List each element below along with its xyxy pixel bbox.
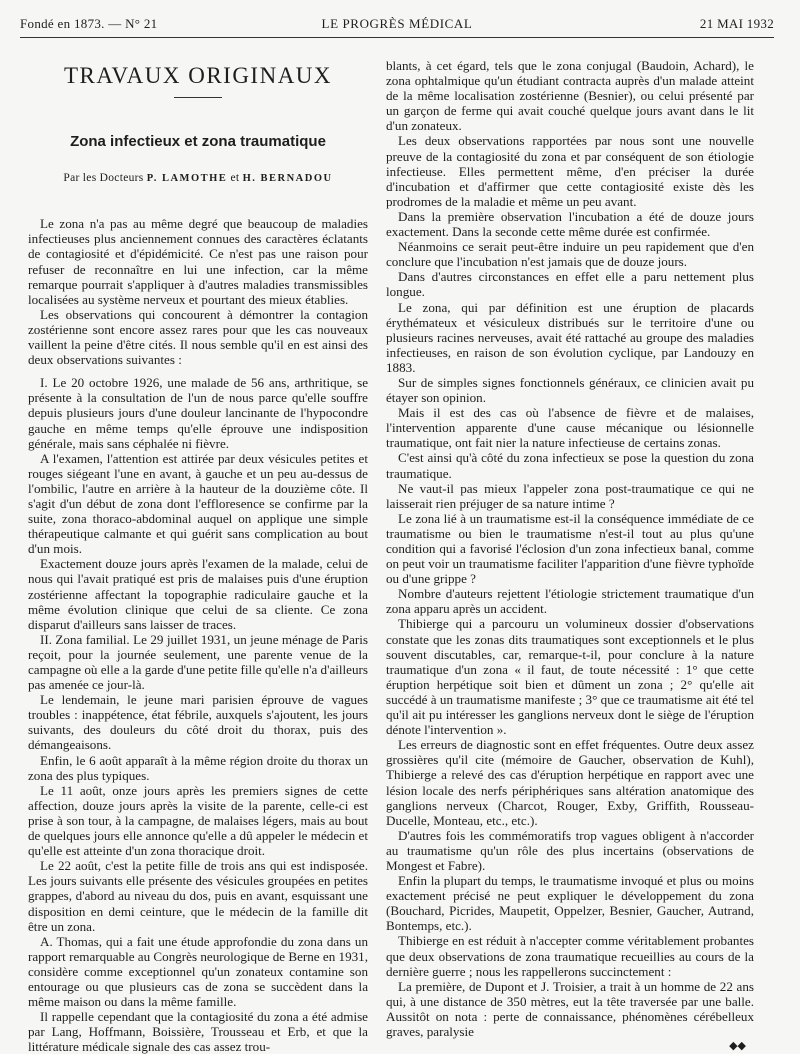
paragraph: Néanmoins ce serait peut-être induire un peu rapidement que d'en conclure que l'incubation n'est jamais que de douze jours. [386, 239, 754, 270]
paragraph: Mais il est des cas où l'absence de fièvre et de malaises, l'intervention apparente d'une cause mécanique ou lésionnelle traumatique, ont fait nier la nature infectieuse de certains zonas. [386, 405, 754, 451]
journal-name: LE PROGRÈS MÉDICAL [321, 16, 473, 31]
authors-conjunction: et [230, 172, 240, 185]
paragraph: Exactement douze jours après l'examen de la malade, celui de nous qui l'avait pratiqué est pris de malaises puis d'une éruption zostérienne affectant la topographie radiculaire gauche et la même évolution clinique que celui de sa cliente. Ce zona disparut d'ailleurs sans laisser de traces. [28, 556, 368, 632]
paragraph: I. Le 20 octobre 1926, une malade de 56 ans, arthritique, se présente à la consultation de l'un de nous parce qu'elle souffre depuis plusieurs jours d'une douleur lancinante de l'hypocondre gauche en même temps qu'elle éprouve une indisposition générale, mais sans céphalée ni fièvre. [28, 375, 368, 451]
paragraph: Les deux observations rapportées par nous sont une nouvelle preuve de la contagiosité du zona et par conséquent de son étiologie infectieuse. Elles permettent même, d'en préciser la durée d'incubation et d'affirmer que cette contagiosité existe dès les prodromes de la maladie et même un peu avant. [386, 133, 754, 209]
author-lamothe: P. LAMOTHE [146, 173, 228, 185]
left-column [28, 46, 368, 1054]
paragraph: Sur de simples signes fonctionnels généraux, ce clinicien avait pu étayer son opinion. [386, 374, 754, 406]
founded-issue: Fondé en 1873. — N° 21 [20, 16, 158, 31]
author-bernadou: H. BERNADOU [242, 173, 333, 185]
paragraph: Le zona, qui par définition est une éruption de placards érythémateux et vésiculeux distribués sur le territoire d'une ou plusieurs racines nerveuses, avait été rattaché au groupe des maladies infectieuses, en raison de son évolution cyclique, par Landouzy en 1883. [386, 299, 754, 375]
paragraph: Le 22 août, c'est la petite fille de trois ans qui est indisposée. Les jours suivants elle présente des vésicules groupées en petites grappes, d'abord au niveau du dos, puis en avant, esquissant une disposition en demi ceinture, que le médecin de la famille dit être un zona. [28, 858, 368, 934]
paragraph: La première, de Dupont et J. Troisier, a trait à un homme de 22 ans qui, à une distance de 350 mètres, eut la tête traversée par une balle. Aussitôt on nota : perte de connaissance, phénomènes cérébelleux graves, paralysie [386, 978, 754, 1039]
paragraph: D'autres fois les commémoratifs trop vagues obligent à n'accorder au traumatisme qu'un rôle des plus incertains (observations de Mongest et Fabre). [386, 827, 754, 873]
section-title: TRAVAUX ORIGINAUX [63, 63, 333, 88]
authors-line [28, 171, 368, 186]
paragraph: Ne vaut-il pas mieux l'appeler zona post-traumatique ce qui ne laisserait rien préjuger de sa nature intime ? [386, 480, 754, 511]
paragraph: Enfin, le 6 août apparaît à la même région droite du thorax un zona des plus typiques. [28, 752, 368, 783]
continuation-mark: ◆◆ [729, 1040, 746, 1053]
article-title: Zona infectieux et zona traumatique [70, 133, 326, 151]
paragraph: II. Zona familial. Le 29 juillet 1931, un jeune ménage de Paris reçoit, pour la journée seulement, une parente venue de la campagne où elle a la garde d'une petite fille qu'elle n'a d'ailleurs pas amenée ce jour-là. [28, 631, 368, 693]
header-rule [20, 37, 774, 38]
title-rule [174, 97, 222, 98]
paragraph: Thibierge en est réduit à n'accepter comme véritablement probantes que deux observations de zona traumatique recueillies au cours de la dernière guerre ; nous les rappellerons succinctement : [386, 933, 754, 979]
paragraph: Les observations qui concourent à démontrer la contagion zostérienne sont encore assez rares pour que les cas nouveaux vaillent la peine d'être cités. Il nous semble qu'il en est ainsi des deux observations suivantes : [28, 306, 368, 368]
running-header [20, 16, 774, 36]
paragraph: Le lendemain, le jeune mari parisien éprouve de vagues troubles : inappétence, état fébrile, auxquels s'ajoutent, les jours suivants, des douleurs du côté droit du thorax, puis des démangeaisons. [28, 692, 368, 753]
paragraph: Enfin la plupart du temps, le traumatisme invoqué et plus ou moins exactement précisé ne peut expliquer le développement du zona (Bouchard, Picrides, Maupetit, Oppelzer, Besnier, Gaucher, Autrand, Bontemps, etc.). [386, 873, 754, 934]
paragraph: Dans la première observation l'incubation a été de douze jours exactement. Dans la seconde cette même durée est confirmée. [386, 208, 754, 240]
authors-prefix: Par les Docteurs [63, 172, 144, 185]
paragraph: A l'examen, l'attention est attirée par deux vésicules petites et rouges siégeant l'une en avant, à gauche et un peu au-dessus de l'ombilic, l'autre en arrière à la hauteur de la douzième côte. Il s'agit d'un début de zona dont l'effloresence se confirme par la suite, zona thoraco-abdominal auquel on applique une simple thérapeutique calmante et qui guérit sans complication au bout d'un mois. [28, 450, 368, 557]
paragraph: Nombre d'auteurs rejettent l'étiologie strictement traumatique d'un zona apparu après un accident. [386, 586, 754, 617]
right-column [386, 58, 754, 1054]
paragraph: C'est ainsi qu'à côté du zona infectieux se pose la question du zona traumatique. [386, 450, 754, 481]
paragraph: Le zona n'a pas au même degré que beaucoup de maladies infectieuses plus anciennement connues des caractères éclatants de contagiosité et d'épidémicité. Ce n'est pas une raison pour refuser de reconnaître en lui une infection, car la même remarque pourrait s'appliquer à d'autres maladies transmissibles localisées au système nerveux et pourtant des mieux établies. [28, 216, 368, 307]
paragraph: Le zona lié à un traumatisme est-il la conséquence immédiate de ce traumatisme ou bien le traumatisme n'est-il tout au plus qu'une condition qui a favorisé l'éclosion d'un zona infectieux banal, comme on peut voir un traumatisme faciliter l'apparition d'une fièvre typhoïde ou d'une grippe ? [386, 510, 754, 587]
paragraph: Les erreurs de diagnostic sont en effet fréquentes. Outre deux assez grossières qu'il cite (mémoire de Gaucher, observation de Kuhl), Thibierge a relevé des cas d'éruption herpétique en rapport avec une lésion locale des nerfs périphériques sans altération anatomique des ganglions nerveux (Charcot, Rouger, Exby, Griffith, Rousseau-Ducelle, Monteau, etc., etc.). [386, 737, 754, 828]
paragraph: Dans d'autres circonstances en effet elle a paru nettement plus longue. [386, 269, 754, 300]
paragraph: Il rappelle cependant que la contagiosité du zona a été admise par Lang, Hoffmann, Boissière, Trousseau et Erb, et que la littérature médicale signale des cas assez trou- [28, 1009, 368, 1054]
paragraph: blants, à cet égard, tels que le zona conjugal (Baudoin, Achard), le zona ophtalmique qu'un étudiant contracta auprès d'un malade atteint de la même localisation zostérienne (Besnier), ou celui présenté par un garçon de ferme qui avait couché quelque jours avant dans le lit d'un zonateux. [386, 58, 754, 134]
paragraph: Thibierge qui a parcouru un volumineux dossier d'observations constate que les zonas dits traumatiques sont exceptionnels et le plus souvent discutables, car, remarque-t-il, pour conclure à la nature traumatique d'un zona « il faut, de toute nécessité : 1° que cette éruption herpétique soit bien et dûment un zona ; 2° qu'elle ait succédé à un traumatisme manifeste ; 3° que ce traumatisme ait été tel qu'il ait pu intéresser les ganglions nerveux dont le siège de l'éruption dénote l'intervention ». [386, 616, 754, 738]
paragraph: Le 11 août, onze jours après les premiers signes de cette affection, douze jours après la visite de la parente, celle-ci est prise à son tour, à la campagne, de malaises légers, mais au bout de quelques jours elle annonce qu'elle a dû appeler le médecin et qu'elle est atteinte d'un zona thoracique droit. [28, 782, 368, 859]
paragraph: A. Thomas, qui a fait une étude approfondie du zona dans un rapport remarquable au Congrès neurologique de Berne en 1931, considère comme exceptionnel qu'un zonateux contamine son entourage ou que plusieurs cas de zona se succèdent dans la même maison ou dans la même famille. [28, 933, 368, 1010]
issue-date: 21 MAI 1932 [699, 16, 774, 31]
